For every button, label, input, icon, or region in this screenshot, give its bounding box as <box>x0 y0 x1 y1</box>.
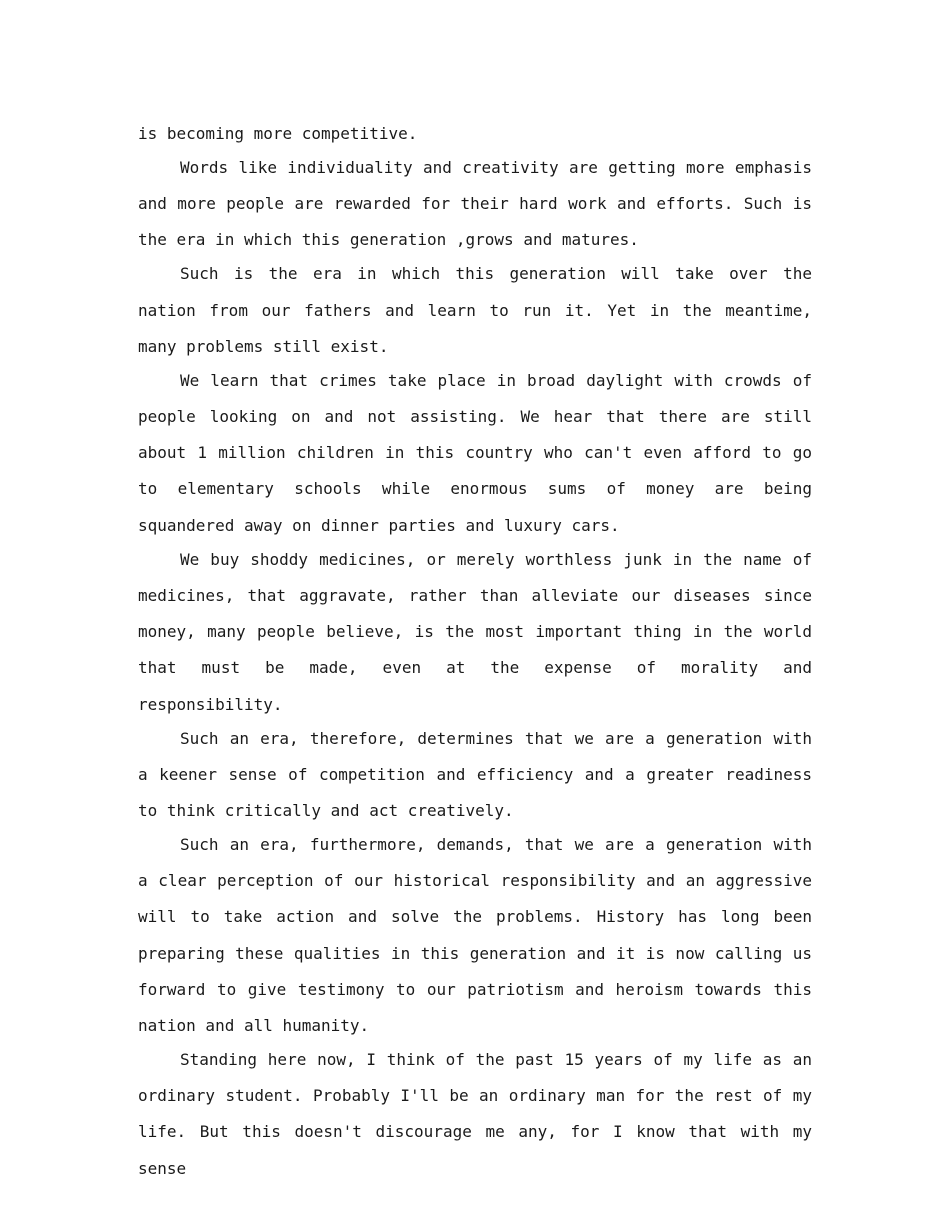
paragraph-7: Such an era, furthermore, demands, that we are a generation with a clear perception of our historical responsibility and an aggressive will to take action and solve the problems. History has long been preparing these qualities in this generation and it is now calling us forward to give testimony to our patriotism and heroism towards this nation and all humanity. <box>138 834 812 1035</box>
paragraph-3: Such is the era in which this generation will take over the nation from our fathers and learn to run it. Yet in the meantime, many problems still exist. <box>138 264 812 356</box>
paragraph-8: Standing here now, I think of the past 15 years of my life as an ordinary student. Probably I'll be an ordinary man for the rest of my life. But this doesn't discourage me any, for I know that with my sense <box>138 1049 812 1178</box>
paragraph-6: Such an era, therefore, determines that we are a generation with a keener sense of competition and efficiency and a greater readiness to think critically and act creatively. <box>138 728 812 820</box>
paragraph-4: We learn that crimes take place in broad daylight with crowds of people looking on and not assisting. We hear that there are still about 1 million children in this country who can't even afford to go to elementary schools while enormous sums of money are being squandered away on dinner parties and luxury cars. <box>138 370 812 535</box>
document-body <box>138 116 812 1185</box>
paragraph-2: Words like individuality and creativity are getting more emphasis and more people are rewarded for their hard work and efforts. Such is the era in which this generation ,grows and matures. <box>138 158 812 250</box>
paragraph-1: is becoming more competitive. <box>138 124 418 143</box>
paragraph-5: We buy shoddy medicines, or merely worthless junk in the name of medicines, that aggravate, rather than alleviate our diseases since money, many people believe, is the most important thing in the world that must be made, even at the expense of morality and responsibility. <box>138 549 812 714</box>
